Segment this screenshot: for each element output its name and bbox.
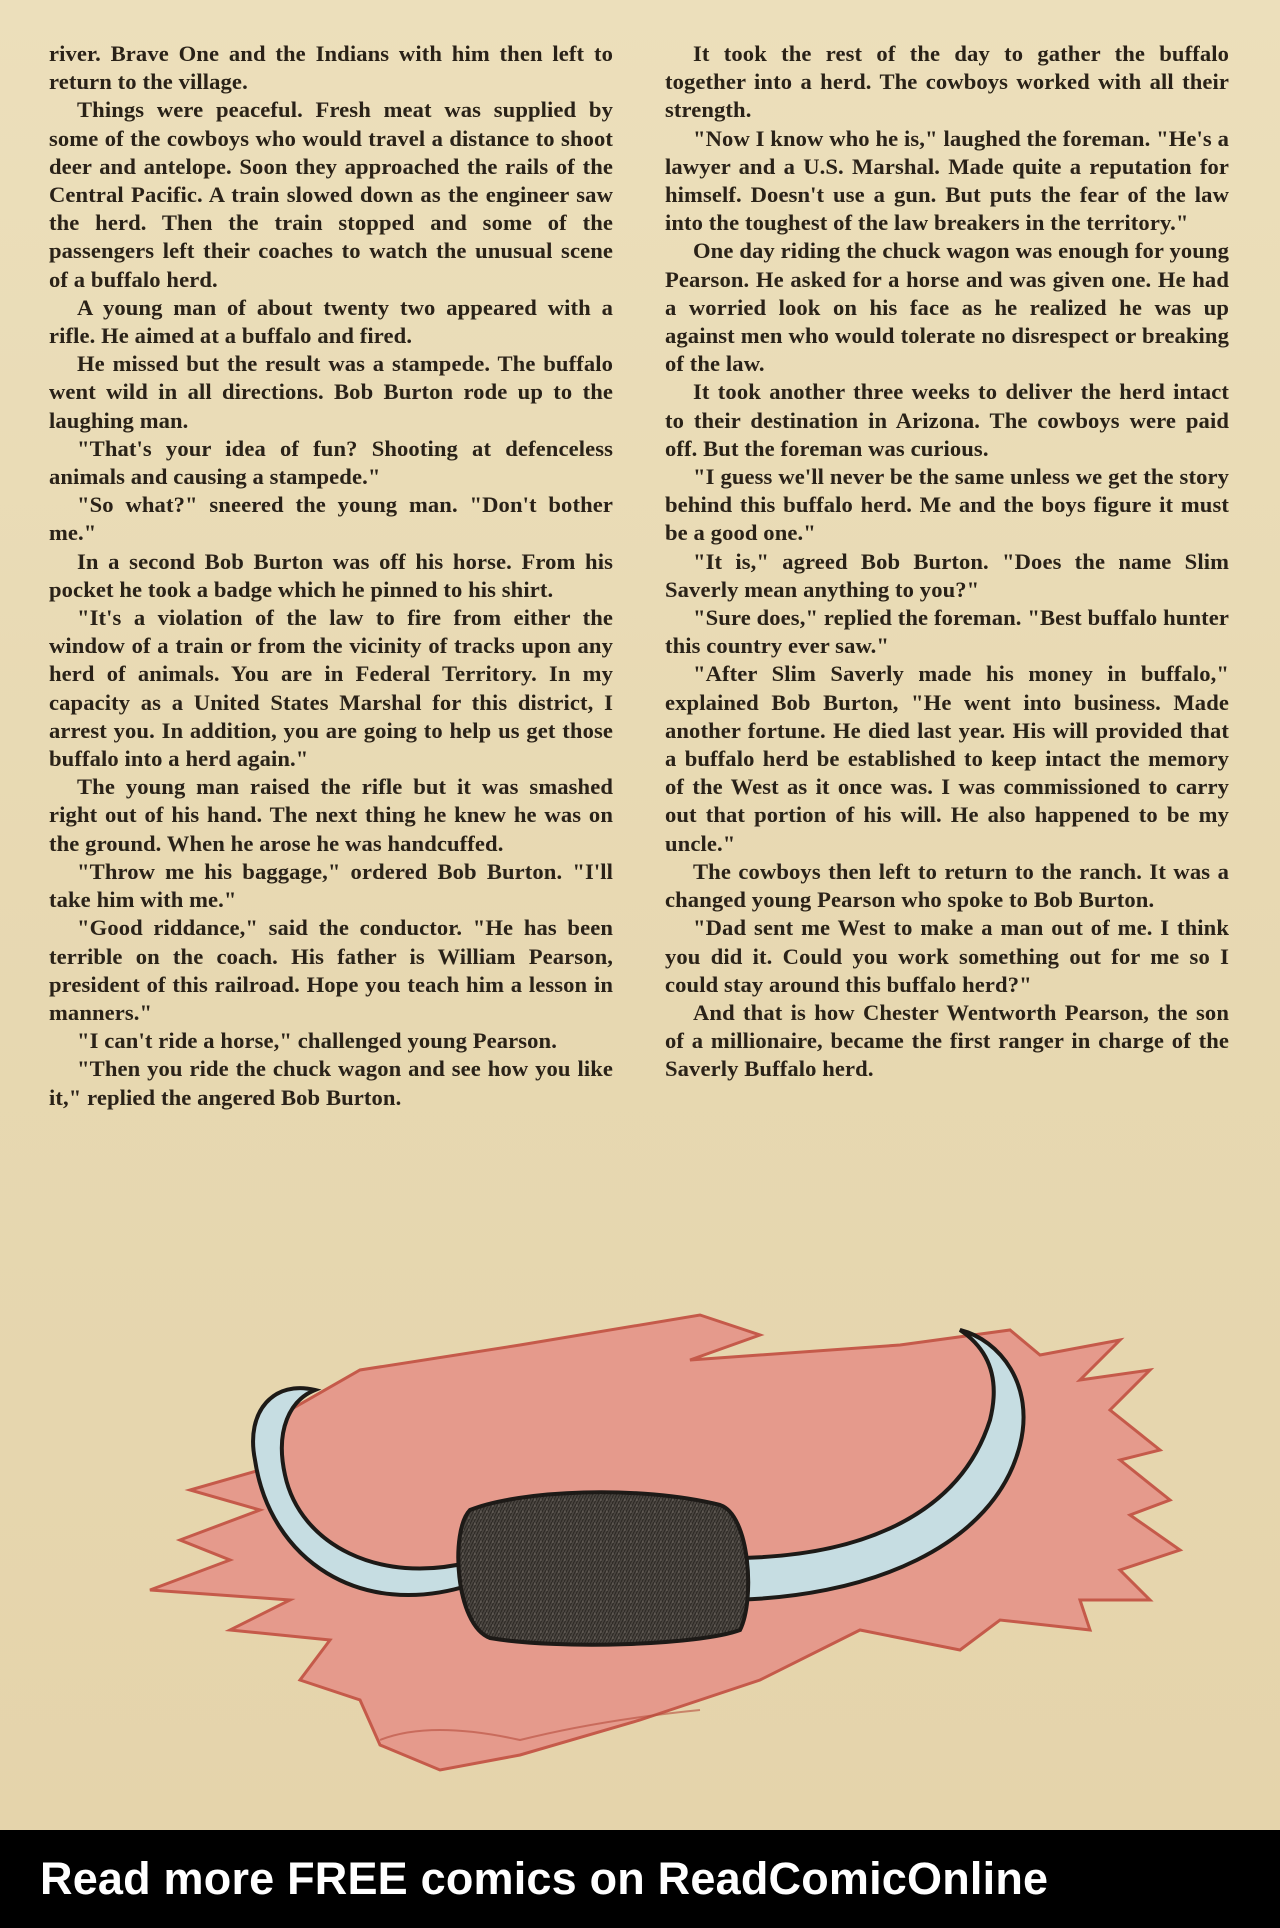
left-text-column: [49, 40, 613, 1112]
buffalo-horns-illustration: [0, 1300, 1280, 1820]
paragraph: "It is," agreed Bob Burton. "Does the name Slim Saverly mean anything to you?": [665, 548, 1229, 602]
paragraph: "Dad sent me West to make a man out of me. I think you did it. Could you work something out for me so I could stay around this buffalo herd?": [665, 915, 1229, 997]
paragraph: "I guess we'll never be the same unless we get the story behind this buffalo herd. Me and the boys figure it must be a good one.": [665, 464, 1229, 546]
paragraph: "Good riddance," said the conductor. "He has been terrible on the coach. His father is William Pearson, president of this railroad. Hope you teach him a lesson in manners.": [49, 915, 613, 1025]
fur-pad: [458, 1492, 748, 1644]
promo-footer-text[interactable]: Read more FREE comics on ReadComicOnline: [40, 1853, 1049, 1904]
paragraph: And that is how Chester Wentworth Pearson, the son of a millionaire, became the first ranger in charge of the Saverly Buffalo herd.: [665, 999, 1229, 1082]
paragraph: In a second Bob Burton was off his horse. From his pocket he took a badge which he pinned to his shirt.: [49, 548, 613, 602]
promo-footer-banner[interactable]: [0, 1830, 1280, 1928]
paragraph: It took the rest of the day to gather the buffalo together into a herd. The cowboys worked with all their strength.: [665, 41, 1229, 123]
paragraph: "Then you ride the chuck wagon and see how you like it," replied the angered Bob Burton.: [49, 1056, 613, 1110]
paragraph: The young man raised the rifle but it was smashed right out of his hand. The next thing he knew he was on the ground. When he arose he was handcuffed.: [49, 774, 613, 856]
paragraph: Things were peaceful. Fresh meat was supplied by some of the cowboys who would travel a distance to shoot deer and antelope. Soon they approached the rails of the Central Pacific. A train slowed down as the engineer saw the herd. Then the train stopped and some of the passengers left their coaches to watch the unusual scene of a buffalo herd.: [49, 97, 613, 292]
paragraph: It took another three weeks to deliver the herd intact to their destination in Arizona. The cowboys were paid off. But the foreman was curious.: [665, 379, 1229, 461]
paragraph: "After Slim Saverly made his money in buffalo," explained Bob Burton, "He went into business. Made another fortune. He died last year. His will provided that a buffalo herd be established to keep intact the memory of the West as it once was. I was commissioned to carry out that portion of his will. He also happened to be my uncle.": [665, 661, 1229, 856]
paragraph: "I can't ride a horse," challenged young Pearson.: [77, 1028, 557, 1054]
paragraph: He missed but the result was a stampede. The buffalo went wild in all directions. Bob Burton rode up to the laughing man.: [49, 351, 613, 433]
paragraph: A young man of about twenty two appeared with a rifle. He aimed at a buffalo and fired.: [49, 294, 613, 349]
paragraph: river. Brave One and the Indians with him then left to return to the village.: [49, 41, 613, 95]
paragraph: One day riding the chuck wagon was enough for young Pearson. He asked for a horse and was given one. He had a worried look on his face as he realized he was up against men who would tolerate no disrespect or breaking of the law.: [665, 238, 1229, 377]
paragraph: "Now I know who he is," laughed the foreman. "He's a lawyer and a U.S. Marshal. Made quite a reputation for himself. Doesn't use a gun. But puts the fear of the law into the toughest of the law breakers in the territory.": [665, 125, 1229, 236]
paragraph: "Sure does," replied the foreman. "Best buffalo hunter this country ever saw.": [665, 605, 1229, 659]
paragraph: "It's a violation of the law to fire from either the window of a train or from the vicinity of tracks upon any herd of animals. You are in Federal Territory. In my capacity as a United States Marshal for this district, I arrest you. In addition, you are going to help us get those buffalo into a herd again.": [49, 605, 613, 772]
right-text-column: [665, 40, 1229, 1084]
paragraph: "Throw me his baggage," ordered Bob Burton. "I'll take him with me.": [49, 858, 613, 913]
paragraph: "That's your idea of fun? Shooting at defenceless animals and causing a stampede.": [49, 435, 613, 490]
paragraph: "So what?" sneered the young man. "Don't bother me.": [49, 492, 613, 546]
paragraph: The cowboys then left to return to the ranch. It was a changed young Pearson who spoke to Bob Burton.: [665, 858, 1229, 913]
